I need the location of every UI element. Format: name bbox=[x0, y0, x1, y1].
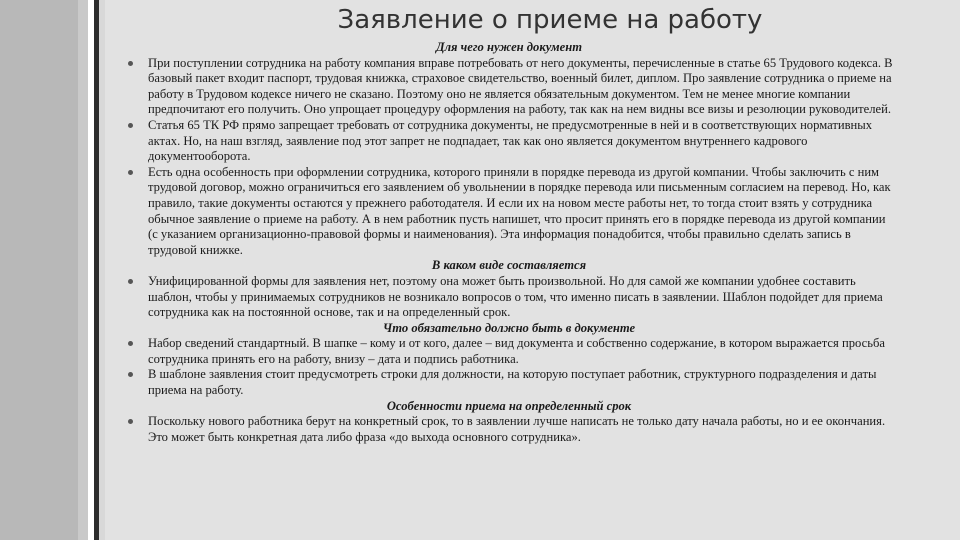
bullet-text: Есть одна особенность при оформлении сотрудника, которого приняли в порядке перевода из другой компании. Чтобы заключить с ним трудовой договор, можно ограничиться его заявлением об увольнении в порядке перевода или письменным согласием на перевод. Но, как правило, такие документы остаются у прежнего работодателя. И если их на новом месте работы нет, то тогда стоит взять у сотрудника обычное заявление о приеме на работу. А в нем работник пусть напишет, что просит принять его в порядке перевода из другой компании (с указанием организационно-правовой формы и наименования). Эта информация понадобится, чтобы правильно сделать запись в трудовой книжке. bbox=[148, 164, 891, 257]
section-heading: Особенности приема на определенный срок bbox=[386, 398, 632, 413]
bullet-item bbox=[124, 336, 894, 367]
bullet-dot-icon bbox=[128, 170, 133, 175]
bullet-list bbox=[124, 336, 894, 398]
slide-title: Заявление о приеме на работу bbox=[337, 5, 763, 35]
bullet-text: Поскольку нового работника берут на конкретный срок, то в заявлении лучше написать не только дату начала работы, но и ее окончания. Это может быть конкретная дата либо фраза «до выхода основного сотрудника». bbox=[148, 414, 886, 444]
section-heading: В каком виде составляется bbox=[431, 258, 587, 273]
section-heading: Для чего нужен документ bbox=[435, 40, 583, 54]
bullet-dot-icon bbox=[128, 341, 133, 346]
decor-stripe-pale bbox=[99, 0, 105, 540]
bullet-dot-icon bbox=[128, 372, 133, 377]
bullet-text: Статья 65 ТК РФ прямо запрещает требовать от сотрудника документы, не предусмотренные в ней и в соответствующих нормативных актах. Но, на наш взгляд, заявление под этот запрет не подпадает, так как оно является документом внутреннего кадрового документооборота. bbox=[148, 117, 873, 164]
bullet-item bbox=[124, 274, 894, 321]
bullet-list bbox=[124, 56, 894, 259]
bullet-list bbox=[124, 414, 894, 445]
decor-stripe-gray bbox=[0, 0, 78, 540]
bullet-text: Набор сведений стандартный. В шапке – кому и от кого, далее – вид документа и собственно содержание, в котором выражается просьба сотрудника принять его на работу, внизу – дата и подпись работника. bbox=[148, 336, 885, 366]
bullet-dot-icon bbox=[128, 61, 133, 66]
bullet-list bbox=[124, 274, 894, 321]
bullet-text: В шаблоне заявления стоит предусмотреть строки для должности, на которую поступает работник, структурного подразделения и даты приема на работу. bbox=[148, 367, 877, 398]
bullet-text: При поступлении сотрудника на работу компания вправе потребовать от него документы, перечисленные в статье 65 Трудового кодекса. В базовый пакет входит паспорт, трудовая книжка, страховое свидетельство, военный билет, диплом. Про заявление сотрудника о приеме на работу в Трудовом кодексе ничего не сказано. Поэтому оно не является обязательным документом. Тем не менее многие компании предпочитают его получить. Оно упрощает процедуру оформления на работу, так как на нем видны все визы и резолюции руководителей. bbox=[148, 55, 893, 117]
section-heading: Что обязательно должно быть в документе bbox=[382, 320, 636, 335]
bullet-dot-icon bbox=[128, 419, 133, 424]
slide-content bbox=[124, 40, 894, 445]
bullet-item bbox=[124, 56, 894, 118]
decor-stripe-light bbox=[78, 0, 88, 540]
bullet-item bbox=[124, 118, 894, 165]
bullet-dot-icon bbox=[128, 123, 133, 128]
bullet-item bbox=[124, 414, 894, 445]
bullet-dot-icon bbox=[128, 279, 133, 284]
bullet-text: Унифицированной формы для заявления нет, поэтому она может быть произвольной. Но для самой же компании удобнее составить шаблон, чтобы у принимаемых сотрудников не возникало вопросов о том, что именно писать в заявлении. Шаблон подойдет для приема сотрудника как на постоянной основе, так и на определенный срок. bbox=[148, 273, 883, 320]
bullet-item bbox=[124, 165, 894, 259]
bullet-item bbox=[124, 367, 894, 398]
